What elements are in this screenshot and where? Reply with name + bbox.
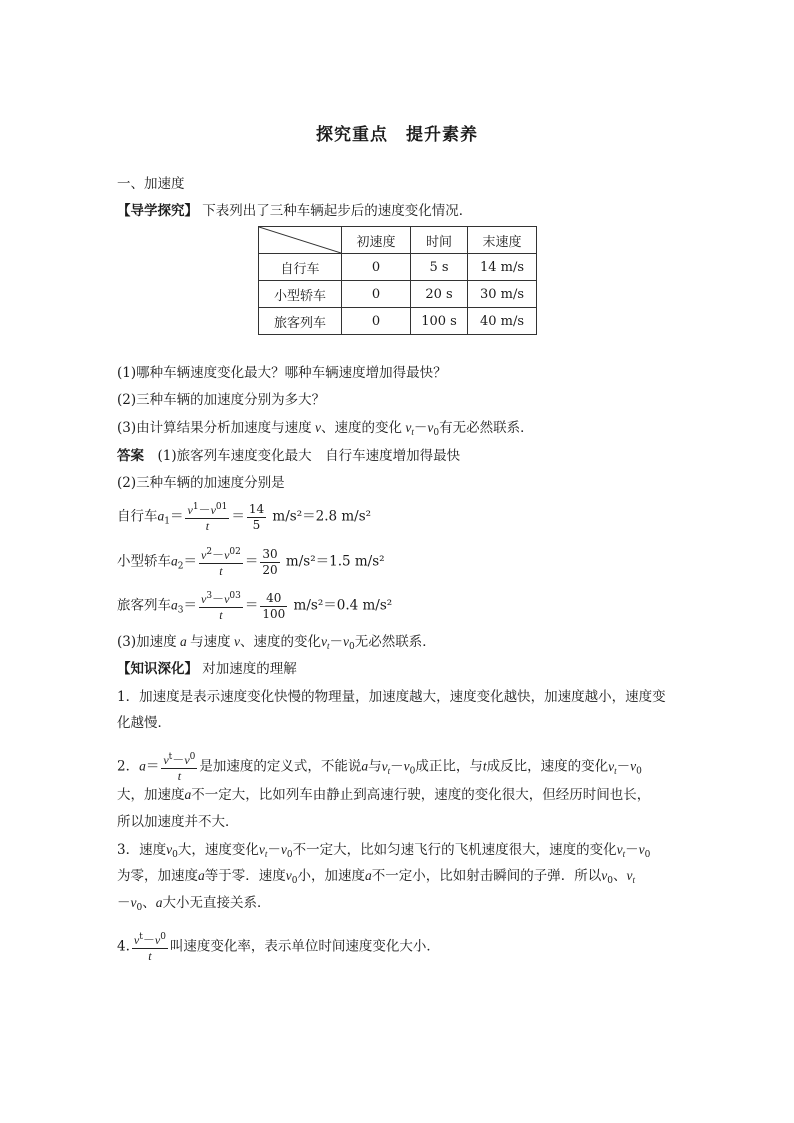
row-time: 5 s (411, 254, 468, 281)
table-row (259, 308, 537, 335)
point-1-line-1: 1．加速度是表示速度变化快慢的物理量，加速度越大，速度变化越快，加速度越小，速度变 (117, 689, 666, 705)
row-name: 自行车 (259, 254, 342, 281)
knowledge-heading: 【知识深化】 对加速度的理解 (117, 661, 297, 677)
row-name: 旅客列车 (259, 308, 342, 335)
row-name: 小型轿车 (259, 281, 342, 308)
table-header-row (259, 227, 537, 254)
vehicle-table (258, 226, 537, 335)
section-heading: 一、加速度 (117, 176, 185, 192)
point-3-line-3: $-v_0$、a大小无直接关系． (117, 895, 271, 913)
diagonal-corner-cell (259, 227, 342, 254)
header-initial-speed: 初速度 (342, 227, 411, 254)
row-v0: 0 (342, 254, 411, 281)
guide-text: 下表列出了三种车辆起步后的速度变化情况． (202, 203, 473, 219)
point-4: 4. $\frac{v^t-v^0}{t}$ 叫速度变化率，表示单位时间速度变化大小． (117, 932, 440, 963)
equation-bicycle: 自行车$a_1=$ $\frac{v^1-v^{01}}{t}$ ＝ $\frac{14}{5}$ m/s²＝2.8 m/s² (117, 501, 372, 533)
answer-3: (3)加速度 a 与速度 v、速度的变化$v_t-v_0$无必然联系． (117, 634, 436, 652)
point-1-line-2: 化越慢． (117, 715, 171, 731)
answer-label: 答案 (117, 448, 144, 464)
guide-tag: 【导学探究】 (117, 203, 198, 219)
question-3: (3)由计算结果分析加速度与速度 v、速度的变化 $v_t-v_0$有无必然联系． (117, 420, 534, 438)
question-2: (2)三种车辆的加速度分别为多大？ (117, 392, 326, 408)
row-vt: 40 m/s (468, 308, 537, 335)
equation-car: 小型轿车$a_2=$ $\frac{v^2-v^{02}}{t}$ ＝ $\frac{30}{20}$ m/s²＝1.5 m/s² (117, 546, 385, 578)
row-time: 100 s (411, 308, 468, 335)
equation-train: 旅客列车$a_3=$ $\frac{v^3-v^{03}}{t}$ ＝ $\frac{40}{100}$ m/s²＝0.4 m/s² (117, 590, 393, 622)
answer-2: (2)三种车辆的加速度分别是 (117, 475, 285, 491)
point-2-line-1: 2．a＝ $\frac{v^t-v^0}{t}$ 是加速度的定义式，不能说a与$v_t-v_0$成正比，与t成反比，速度的变化$v_t-v_0$ (117, 752, 642, 783)
table-row (259, 281, 537, 308)
row-time: 20 s (411, 281, 468, 308)
guide-paragraph (117, 201, 472, 221)
header-time: 时间 (411, 227, 468, 254)
answer-1: 答案 (1)旅客列车速度变化最大 自行车速度增加得最快 (117, 448, 461, 464)
row-vt: 30 m/s (468, 281, 537, 308)
table-row (259, 254, 537, 281)
point-2-line-3: 所以加速度并不大． (117, 814, 239, 830)
row-v0: 0 (342, 308, 411, 335)
header-final-speed: 末速度 (468, 227, 537, 254)
page-title: 探究重点 提升素养 (316, 125, 478, 145)
row-v0: 0 (342, 281, 411, 308)
point-3-line-1: 3．速度$v_0$大，速度变化$v_t-v_0$不一定大，比如匀速飞行的飞机速度很大，速度的变化$v_t-v_0$ (117, 842, 651, 860)
row-vt: 14 m/s (468, 254, 537, 281)
point-2-line-2: 大，加速度a不一定大，比如列车由静止到高速行驶，速度的变化很大，但经历时间也长， (117, 787, 651, 803)
question-1: (1)哪种车辆速度变化最大？哪种车辆速度增加得最快？ (117, 365, 447, 381)
point-3-line-2: 为零，加速度a等于零．速度$v_0$小，加速度a不一定小，比如射击瞬间的子弹．所以$v_0$、$v_t$ (117, 868, 635, 886)
